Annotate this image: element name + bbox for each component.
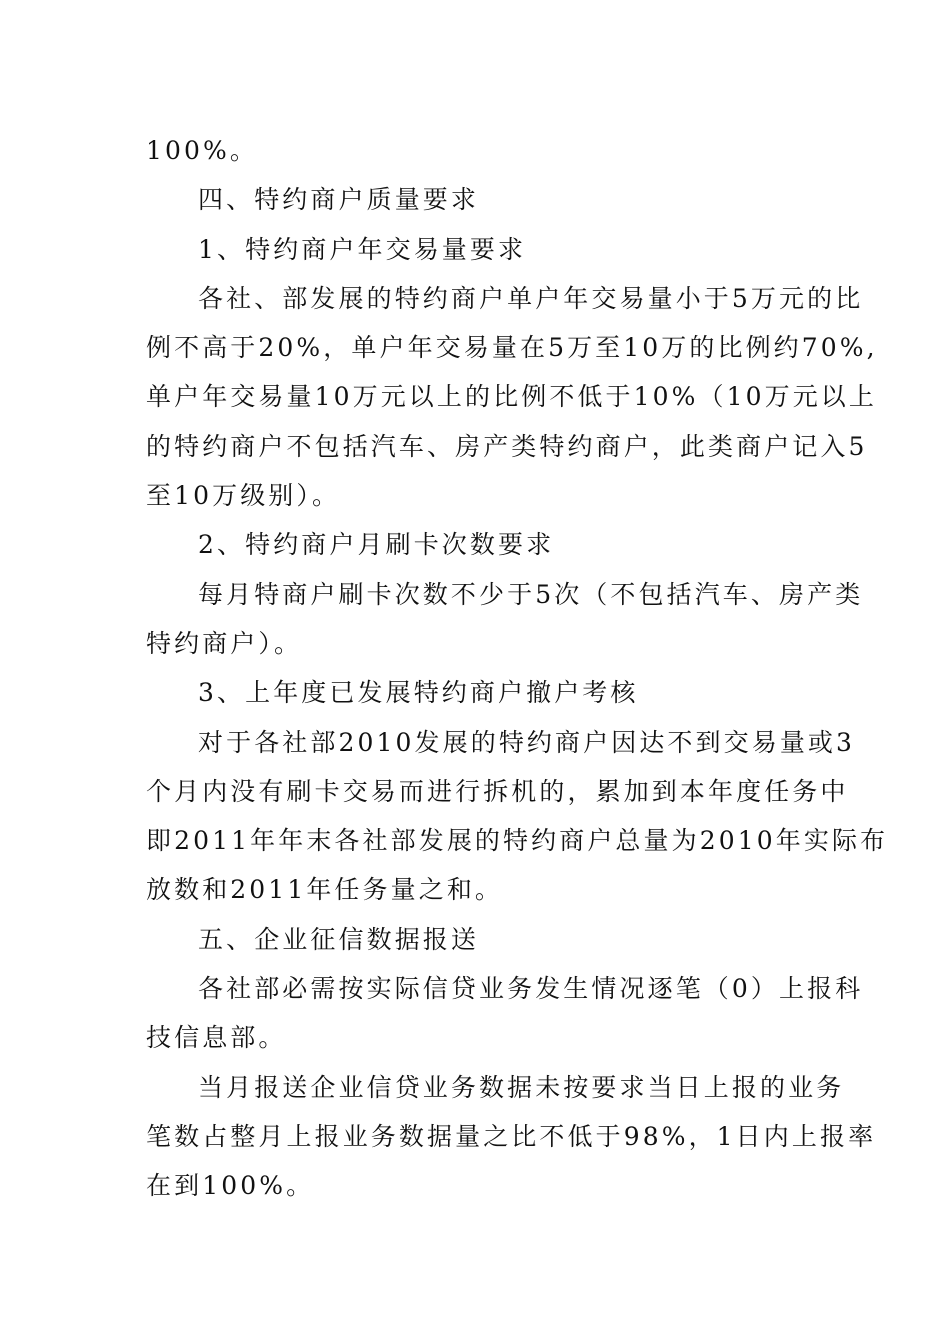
text-line: 即2011年年末各社部发展的特约商户总量为2010年实际布: [146, 826, 889, 856]
text-line: 在到100%。: [146, 1171, 315, 1201]
subsection-heading: 1、特约商户年交易量要求: [198, 234, 527, 264]
text-line: 100%。: [146, 136, 258, 165]
subsection-heading: 3、上年度已发展特约商户撤户考核: [198, 678, 639, 708]
text-line: 个月内没有刷卡交易而进行拆机的，累加到本年度任务中: [146, 776, 849, 806]
text-line: 各社部必需按实际信贷业务发生情况逐笔（0）上报科: [198, 974, 864, 1004]
text-line: 特约商户）。: [146, 628, 303, 658]
text-line: 至10万级别）。: [146, 481, 341, 511]
text-line: 的特约商户不包括汽车、房产类特约商户，此类商户记入5: [146, 431, 868, 461]
section-heading: 五、企业征信数据报送: [198, 924, 480, 954]
text-line: 对于各社部2010发展的特约商户因达不到交易量或3: [198, 727, 856, 757]
text-line: 放数和2011年任务量之和。: [146, 875, 504, 905]
text-line: 当月报送企业信贷业务数据未按要求当日上报的业务: [198, 1072, 845, 1102]
text-line: 笔数占整月上报业务数据量之比不低于98%，1日内上报率: [146, 1121, 877, 1151]
text-line: 技信息部。: [146, 1023, 287, 1053]
section-heading: 四、特约商户质量要求: [198, 185, 480, 215]
document-body: [146, 126, 889, 1211]
text-line: 各社、部发展的特约商户单户年交易量小于5万元的比: [198, 283, 864, 313]
text-line: 例不高于20%，单户年交易量在5万至10万的比例约70%,: [146, 333, 878, 363]
subsection-heading: 2、特约商户月刷卡次数要求: [198, 530, 555, 560]
text-line: 每月特商户刷卡次数不少于5次（不包括汽车、房产类: [198, 579, 864, 609]
text-line: 单户年交易量10万元以上的比例不低于10%（10万元以上: [146, 382, 877, 412]
